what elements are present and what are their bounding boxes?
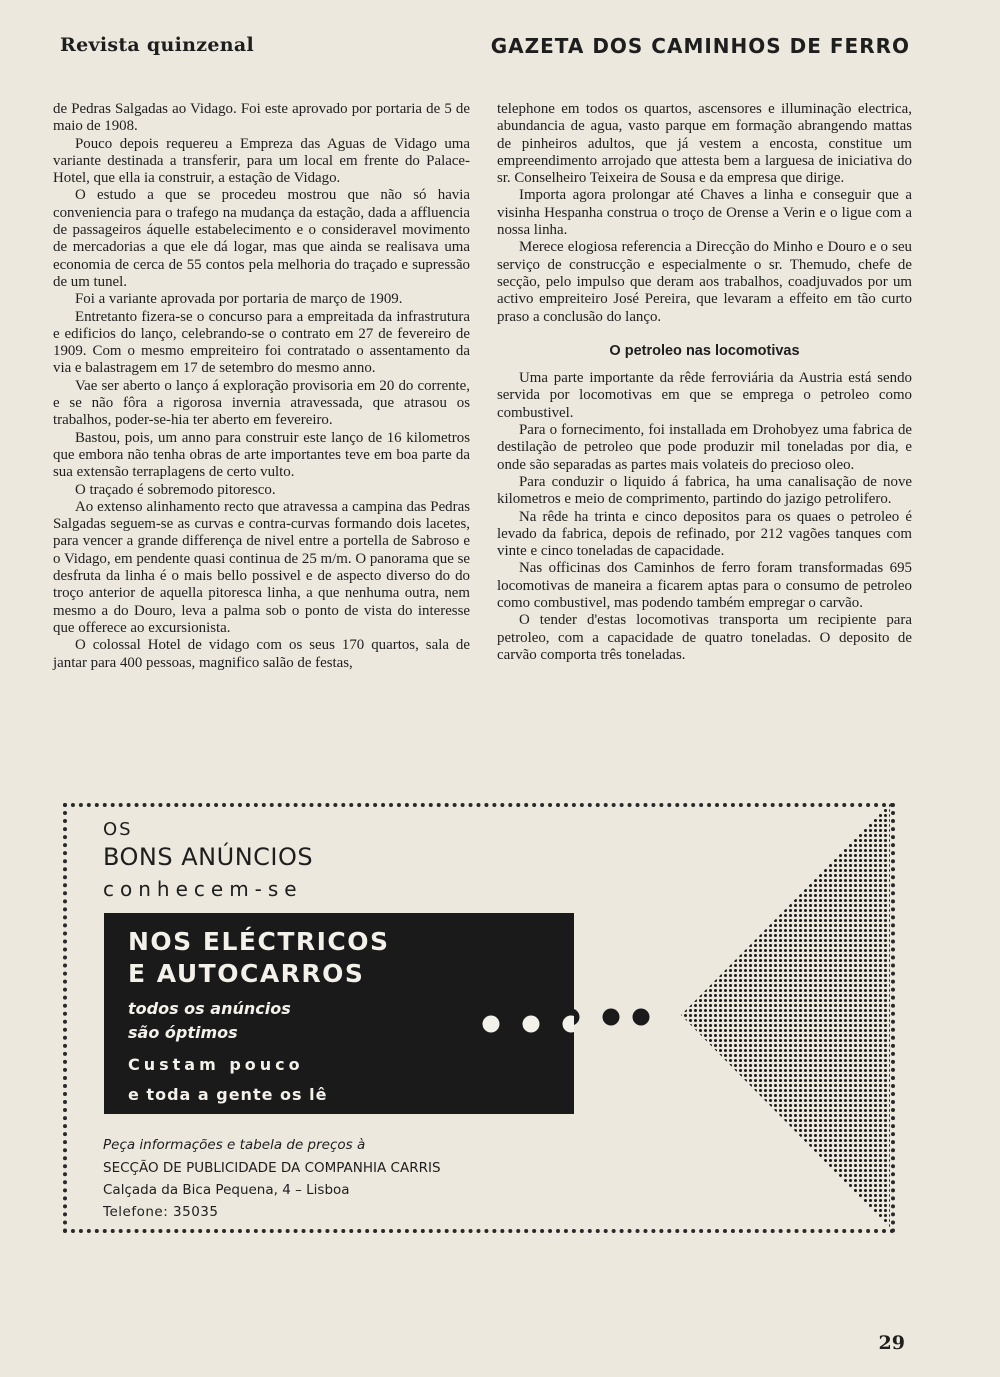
ad-contact-intro: Peça informações e tabela de preços à (103, 1137, 366, 1153)
running-header-right: GAZETA DOS CAMINHOS DE FERRO (490, 34, 910, 58)
paragraph: O colossal Hotel de vidago com os seus 170 quartos, sala de jantar para 400 pessoas, magnifico salão de festas, (53, 637, 470, 671)
ad-headline-2: E AUTOCARROS (128, 959, 365, 988)
paragraph: Uma parte importante da rêde ferroviária da Austria está sendo servida por locomotivas em que se emprega o petroleo como combustivel. (497, 370, 912, 421)
paragraph: Vae ser aberto o lanço á exploração provisoria em 20 do corrente, e se não fôra a rigorosa invernia atravessada, que atrasou os trabalhos, poder-se-hia ter aberto em fevereiro. (53, 377, 470, 429)
paragraph: Para conduzir o liquido á fabrica, ha uma canalisação de nove kilometros e meio de comprimento, partindo do jazigo petrolifero. (497, 473, 912, 508)
paragraph: Nas officinas dos Caminhos de ferro foram transformadas 695 locomotivas de maneira a ficarem aptas para o consumo de petroleo como combustivel, mas podendo também empregar o carvão. (497, 560, 912, 612)
ad-line-os: OS (103, 819, 133, 840)
ad-line-conhecem-se: conhecem-se (103, 877, 303, 901)
page-number: 29 (878, 1332, 905, 1354)
paragraph: Na rêde ha trinta e cinco depositos para os quaes o petroleo é levado da fabrica, depois de refinado, por 212 vagões tanques com vinte e cinco toneladas de capacidade. (497, 508, 912, 560)
paragraph: Ao extenso alinhamento recto que atravessa a campina das Pedras Salgadas seguem-se as curvas e contra-curvas formando dois lacetes, para vencer a grande differença de nivel entre a portella de Sabroso e o Vidago, em pendente quasi continua de 25 m/m. O panorama que se desfruta da linha é o mais bello possivel e de aspecto diverso do do troço anterior de aquella pitoresca linha, a que nenhuma outra, nem mesmo a do Douro, leva a palma sob o ponto de vista do interesse que offerece ao excursionista. (53, 498, 470, 636)
paragraph: Foi a variante aprovada por portaria de março de 1909. (75, 291, 403, 308)
advertisement (63, 803, 895, 1233)
ad-text-2: são óptimos (128, 1023, 238, 1042)
paragraph: de Pedras Salgadas ao Vidago. Foi este aprovado por portaria de 5 de maio de 1908. (53, 101, 470, 135)
paragraph: Bastou, pois, um anno para construir este lanço de 16 kilometros que embora não tenha obras de arte importantes teve em boa parte da sua extensão terraplagens de certo vulto. (53, 429, 470, 481)
paragraph: telephone em todos os quartos, ascensores e illuminação electrica, abundancia de agua, vasto parque em formação abrangendo mattas de pinheiros adultos, que já vestem a encosta, constitue um empreendimento arrojado que attesta bem a larguesa de iniciativa do sr. Conselheiro Teixeira de Sousa e da empresa que dirige. (497, 101, 912, 187)
ad-line-bons-anuncios: BONS ANÚNCIOS (103, 843, 314, 871)
ad-text-4: e toda a gente os lê (128, 1085, 328, 1104)
running-header-left: Revista quinzenal (60, 34, 254, 56)
ad-black-panel (104, 913, 574, 1114)
paragraph: O estudo a que se procedeu mostrou que não só havia conveniencia para o trafego na mudança da estação, dada a affluencia de passageiros áquelle estabelecimento e o consideravel movimento de mercadorias a que ele dá logar, mas que ainda se realisava uma economia de cerca de 55 contos pela melhoria do traçado e supressão de um tunel. (53, 187, 470, 290)
ad-text-3: Custam pouco (128, 1055, 304, 1074)
ad-text-1: todos os anúncios (128, 999, 291, 1018)
paragraph: Entretanto fizera-se o concurso para a empreitada da infrastrutura e edificios do lanço, celebrando-se o contrato em 27 de fevereiro de 1909. Com o mesmo empreiteiro foi contratado o assentamento da via e balastragem em 17 de setembro do mesmo anno. (53, 308, 470, 377)
text-column-right (497, 101, 912, 664)
ad-contact-company: SECÇÃO DE PUBLICIDADE DA COMPANHIA CARRIS (103, 1160, 441, 1176)
paragraph: Importa agora prolongar até Chaves a linha e conseguir que a visinha Hespanha construa o troço de Orense a Verin e o ligue com a nossa linha. (497, 187, 912, 239)
paragraph: O tender d'estas locomotivas transporta um recipiente para petroleo, com a capacidade de quatro toneladas. O deposito de carvão comporta três toneladas. (497, 612, 912, 663)
paragraph: O traçado é sobremodo pitoresco. (75, 481, 276, 498)
text-column-left (53, 101, 470, 672)
paragraph: Merece elogiosa referencia a Direcção do Minho e Douro e o seu serviço de construcção e especialmente o sr. Themudo, chefe de secção, pelo impulso que deram aos trabalhos, coadjuvados por um activo empreiteiro José Pereira, que levaram a effeito em tão curto praso a conclusão do lanço. (497, 239, 912, 325)
ad-contact-address: Calçada da Bica Pequena, 4 – Lisboa (103, 1182, 350, 1198)
ad-contact-phone: Telefone: 35035 (103, 1204, 219, 1220)
section-heading: O petroleo nas locomotivas (609, 342, 800, 359)
paragraph: Para o fornecimento, foi installada em Drohobyez uma fabrica de destilação de petroleo que pode produzir mil toneladas por dia, e onde são separadas as partes mais volateis do precioso oleo. (497, 422, 912, 473)
paragraph: Pouco depois requereu a Empreza das Aguas de Vidago uma variante destinada a transferir, para um local em frente do Palace-Hotel, que ella ia construir, a estação de Vidago. (53, 135, 470, 187)
ad-headline-1: NOS ELÉCTRICOS (128, 927, 390, 956)
